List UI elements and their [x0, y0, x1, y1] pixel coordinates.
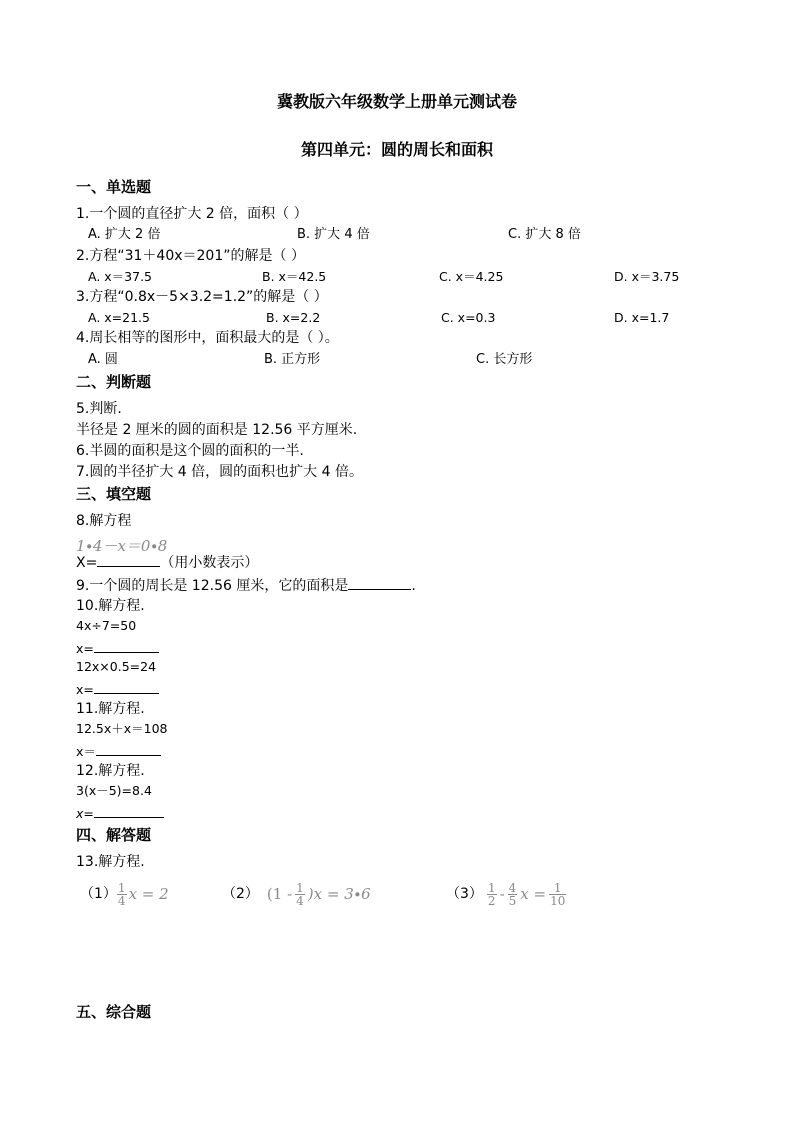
question-2-stem: 2.方程“31＋40x＝201”的解是（ ） [76, 248, 305, 264]
question-13-part-3-label: （3） [446, 886, 483, 902]
question-13-part-2-label: （2） [222, 886, 259, 902]
question-13-part-2-fraction [295, 882, 305, 907]
question-13-part-3-expr [487, 882, 566, 907]
question-13-part-3-fraction-2 [508, 882, 518, 907]
question-13-part-3-fraction-3 [549, 882, 566, 907]
question-13-part-2-rest: )x = 3∙6 [307, 885, 371, 903]
question-12-answer-blank[interactable] [94, 804, 164, 818]
fraction-denominator: 5 [508, 893, 517, 908]
question-4-stem: 4.周长相等的图形中，面积最大的是（ ）。 [76, 330, 339, 346]
question-13-part-1-expr [117, 882, 169, 907]
fraction-denominator: 10 [550, 893, 566, 908]
question-9-answer-blank[interactable] [348, 576, 411, 590]
fraction-numerator: 1 [549, 882, 566, 895]
question-2-option-b: B. x＝42.5 [262, 269, 327, 284]
question-2-option-c: C. x＝4.25 [439, 269, 504, 284]
question-10-answer-2 [76, 680, 159, 698]
question-10-answer-2-prefix: x= [76, 682, 94, 697]
question-8-line-1: 8.解方程 [76, 513, 132, 529]
question-1-option-c: C. 扩大 8 倍 [508, 227, 581, 242]
fraction-denominator: 4 [296, 893, 304, 908]
question-4-option-b: B. 正方形 [264, 352, 321, 367]
fraction-denominator: 2 [487, 893, 496, 908]
question-12-answer-prefix: x= [76, 806, 94, 821]
question-13-part-1-label: （1） [80, 886, 117, 902]
question-2-option-a: A. x＝37.5 [88, 269, 153, 284]
question-13-part-3-sep: - [499, 885, 505, 903]
question-2-option-d: D. x＝3.75 [614, 269, 680, 284]
question-11-line-1: 11.解方程. [76, 701, 145, 717]
section-heading-1: 一、单选题 [76, 178, 152, 196]
question-4-option-c: C. 长方形 [476, 352, 533, 367]
fraction-numerator: 1 [296, 880, 304, 895]
question-13-part-3-fraction-1 [487, 882, 497, 907]
question-9-line [76, 576, 416, 595]
question-8-answer-prefix: X= [76, 555, 98, 571]
question-13-part-1-fraction [117, 882, 127, 907]
fraction-numerator: 1 [487, 880, 496, 895]
page-title: 冀教版六年级数学上册单元测试卷 [276, 92, 517, 111]
question-5-line-2: 半径是 2 厘米的圆的面积是 12.56 平方厘米. [76, 422, 358, 438]
section-heading-3: 三、填空题 [76, 485, 152, 503]
section-heading-5: 五、综合题 [76, 1003, 152, 1021]
question-3-option-c: C. x=0.3 [441, 310, 496, 325]
question-6: 6.半圆的面积是这个圆的面积的一半. [76, 443, 304, 459]
question-12-equation: 3(x－5)=8.4 [76, 783, 152, 798]
question-10-equation-2: 12x×0.5=24 [76, 659, 157, 674]
section-heading-2: 二、判断题 [76, 373, 152, 391]
question-1-stem: 1.一个圆的直径扩大 2 倍，面积（ ） [76, 206, 308, 222]
question-1-option-b: B. 扩大 4 倍 [297, 227, 370, 242]
question-11-answer-blank[interactable] [96, 742, 161, 756]
question-9-text: 9.一个圆的周长是 12.56 厘米，它的面积是 [76, 578, 349, 594]
question-13-part-3 [446, 879, 566, 909]
question-13-part-2-open: (1 - [266, 885, 293, 903]
fraction-denominator: 4 [117, 893, 126, 908]
question-10-equation-1: 4x÷7=50 [76, 618, 137, 633]
question-10-answer-1 [76, 639, 159, 657]
question-11-answer [76, 742, 161, 760]
question-1-option-a: A. 扩大 2 倍 [88, 227, 161, 242]
question-13-part-2 [222, 879, 371, 909]
question-10-answer-2-blank[interactable] [94, 680, 159, 694]
page-subtitle: 第四单元：圆的周长和面积 [300, 140, 493, 159]
fraction-numerator: 4 [508, 880, 517, 895]
question-7: 7.圆的半径扩大 4 倍，圆的面积也扩大 4 倍。 [76, 464, 363, 480]
question-3-option-d: D. x=1.7 [614, 310, 670, 325]
section-heading-4: 四、解答题 [76, 826, 152, 844]
question-10-line-1: 10.解方程. [76, 598, 145, 614]
question-8-equation: 1∙4－x＝0∙8 [76, 537, 168, 555]
question-3-option-a: A. x=21.5 [88, 310, 150, 325]
question-13-part-1-rest: x = 2 [128, 885, 169, 903]
question-10-answer-1-prefix: x= [76, 641, 94, 656]
question-3-option-b: B. x=2.2 [266, 310, 321, 325]
question-9-end: . [411, 578, 416, 594]
question-4-option-a: A. 圆 [88, 352, 118, 367]
fraction-numerator: 1 [117, 880, 126, 895]
question-3-stem: 3.方程“0.8x－5×3.2=1.2”的解是（ ） [76, 289, 328, 305]
question-13-part-3-mid: x = [520, 885, 547, 903]
question-12-answer [76, 804, 164, 822]
question-11-answer-prefix: x＝ [76, 744, 96, 759]
question-13-line-1: 13.解方程. [76, 854, 145, 870]
question-11-equation: 12.5x＋x＝108 [76, 721, 168, 736]
question-8-answer-blank[interactable] [97, 553, 160, 567]
question-8-answer-suffix: （用小数表示） [160, 555, 259, 571]
question-8-answer-line [76, 553, 258, 572]
question-13-part-2-expr [267, 882, 371, 907]
question-5-line-1: 5.判断. [76, 401, 122, 417]
question-13-part-1 [80, 879, 169, 909]
question-12-line-1: 12.解方程. [76, 763, 145, 779]
question-10-answer-1-blank[interactable] [94, 639, 159, 653]
